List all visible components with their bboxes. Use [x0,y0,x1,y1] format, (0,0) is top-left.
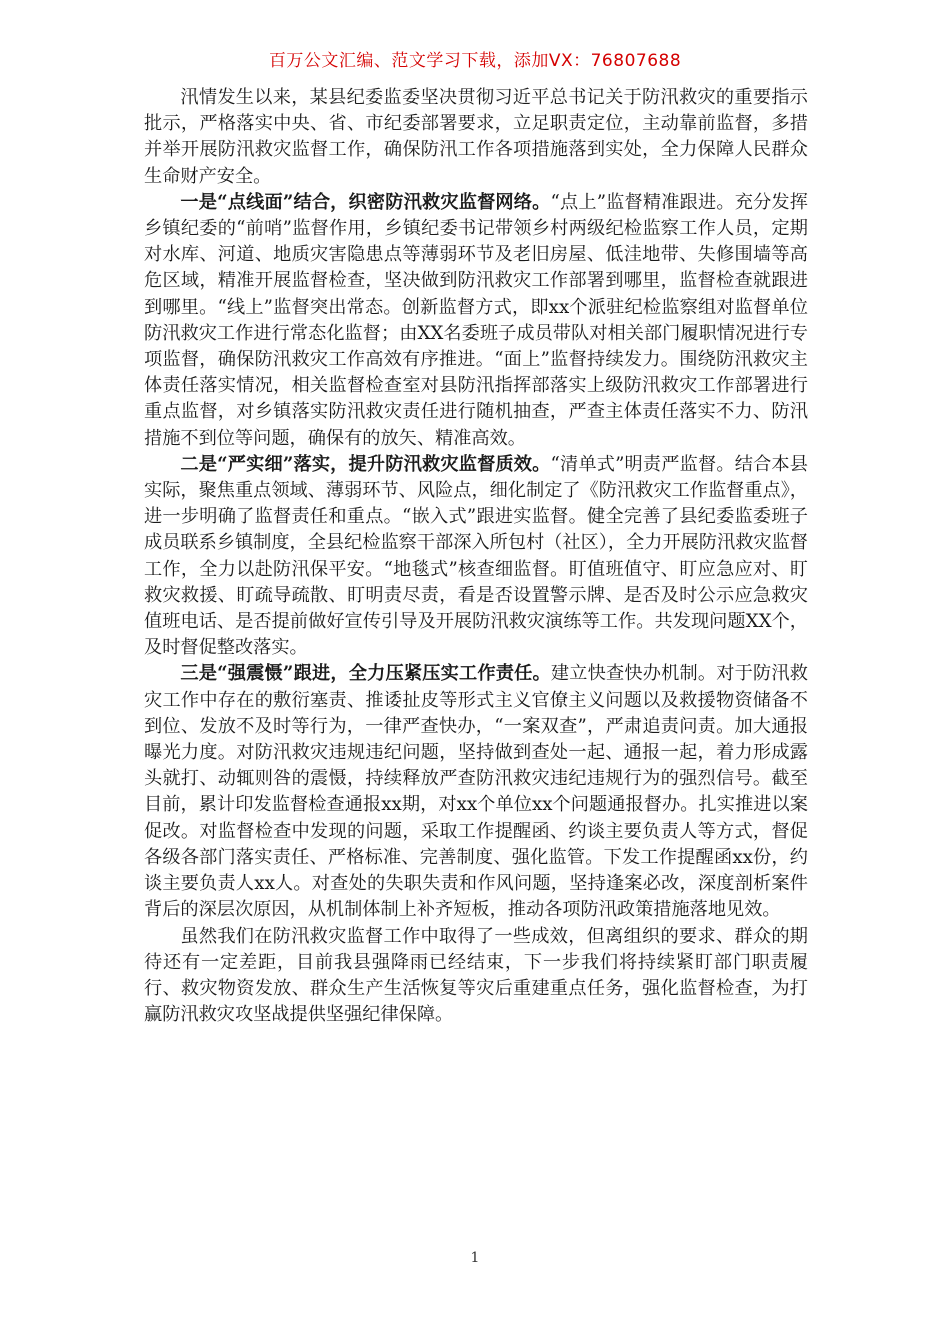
page-number: 1 [470,1250,480,1266]
intro-paragraph [144,85,808,190]
paragraph-text: “点上”监督精准跟进。充分发挥乡镇纪委的“前哨”监督作用，乡镇纪委书记带领乡村两级纪检监察工作人员，定期对水库、河道、地质灾害隐患点等薄弱环节及老旧房屋、低洼地带、失修围墙等高危区域，精准开展监督检查，坚决做到防汛救灾工作部署到哪里，监督检查就跟进到哪里。“线上”监督突出常态。创新监督方式，即xx个派驻纪检监察组对监督单位防汛救灾工作进行常态化监督；由XX名委班子成员带队对相关部门履职情况进行专项监督，确保防汛救灾工作高效有序推进。“面上”监督持续发力。围绕防汛救灾主体责任落实情况，相关监督检查室对县防汛指挥部落实上级防汛救灾工作部署进行重点监督，对乡镇落实防汛救灾责任进行随机抽查，严查主体责任落实不力、防汛措施不到位等问题，确保有的放矢、精准高效。 [144,191,808,449]
section-two-heading: 二是“严实细”落实，提升防汛救灾监督质效。 [180,453,551,475]
section-three-paragraph [144,661,808,923]
document-body [144,85,808,1028]
closing-paragraph [144,924,808,1029]
paragraph-text: 建立快查快办机制。对于防汛救灾工作中存在的敷衍塞责、推诿扯皮等形式主义官僚主义问题以及救援物资储备不到位、发放不及时等行为，一律严查快办，“一案双查”，严肃追责问责。加大通报曝光力度。对防汛救灾违规违纪问题，坚持做到查处一起、通报一起，着力形成露头就打、动辄则咎的震慑，持续释放严查防汛救灾违纪违规行为的强烈信号。截至目前，累计印发监督检查通报xx期，对xx个单位xx个问题通报督办。扎实推进以案促改。对监督检查中发现的问题，采取工作提醒函、约谈主要负责人等方式，督促各级各部门落实责任、严格标准、完善制度、强化监管。下发工作提醒函xx份，约谈主要负责人xx人。对查处的失职失责和作风问题，坚持逢案必改，深度剖析案件背后的深层次原因，从机制体制上补齐短板，推动各项防汛政策措施落地见效。 [144,663,808,921]
paragraph-text: 虽然我们在防汛救灾监督工作中取得了一些成效，但离组织的要求、群众的期待还有一定差距，目前我县强降雨已经结束，下一步我们将持续紧盯部门职责履行、救灾物资发放、群众生产生活恢复等灾后重建重点任务，强化监督检查，为打赢防汛救灾攻坚战提供坚强纪律保障。 [144,925,808,1026]
section-one-heading: 一是“点线面”结合，织密防汛救灾监督网络。 [180,191,551,213]
section-two-paragraph [144,452,808,662]
paragraph-text: 汛情发生以来，某县纪委监委坚决贯彻习近平总书记关于防汛救灾的重要指示批示，严格落实中央、省、市纪委部署要求，立足职责定位，主动靠前监督，多措并举开展防汛救灾监督工作，确保防汛工作各项措施落到实处，全力保障人民群众生命财产安全。 [144,87,808,187]
paragraph-text: “清单式”明责严监督。结合本县实际，聚焦重点领域、薄弱环节、风险点，细化制定了《防汛救灾工作监督重点》，进一步明确了监督责任和重点。“嵌入式”跟进实监督。健全完善了县纪委监委班子成员联系乡镇制度，全县纪检监察干部深入所包村（社区），全力开展防汛救灾监督工作，全力以赴防汛保平安。“地毯式”核查细监督。盯值班值守、盯应急应对、盯救灾救援、盯疏导疏散、盯明责尽责，看是否设置警示牌、是否及时公示应急救灾值班电话、是否提前做好宣传引导及开展防汛救灾演练等工作。共发现问题XX个，及时督促整改落实。 [144,453,808,659]
section-three-heading: 三是“强震慑”跟进，全力压紧压实工作责任。 [180,663,551,685]
section-one-paragraph [144,190,808,452]
watermark-banner: 百万公文汇编、范文学习下载，添加VX：76807688 [268,51,682,71]
